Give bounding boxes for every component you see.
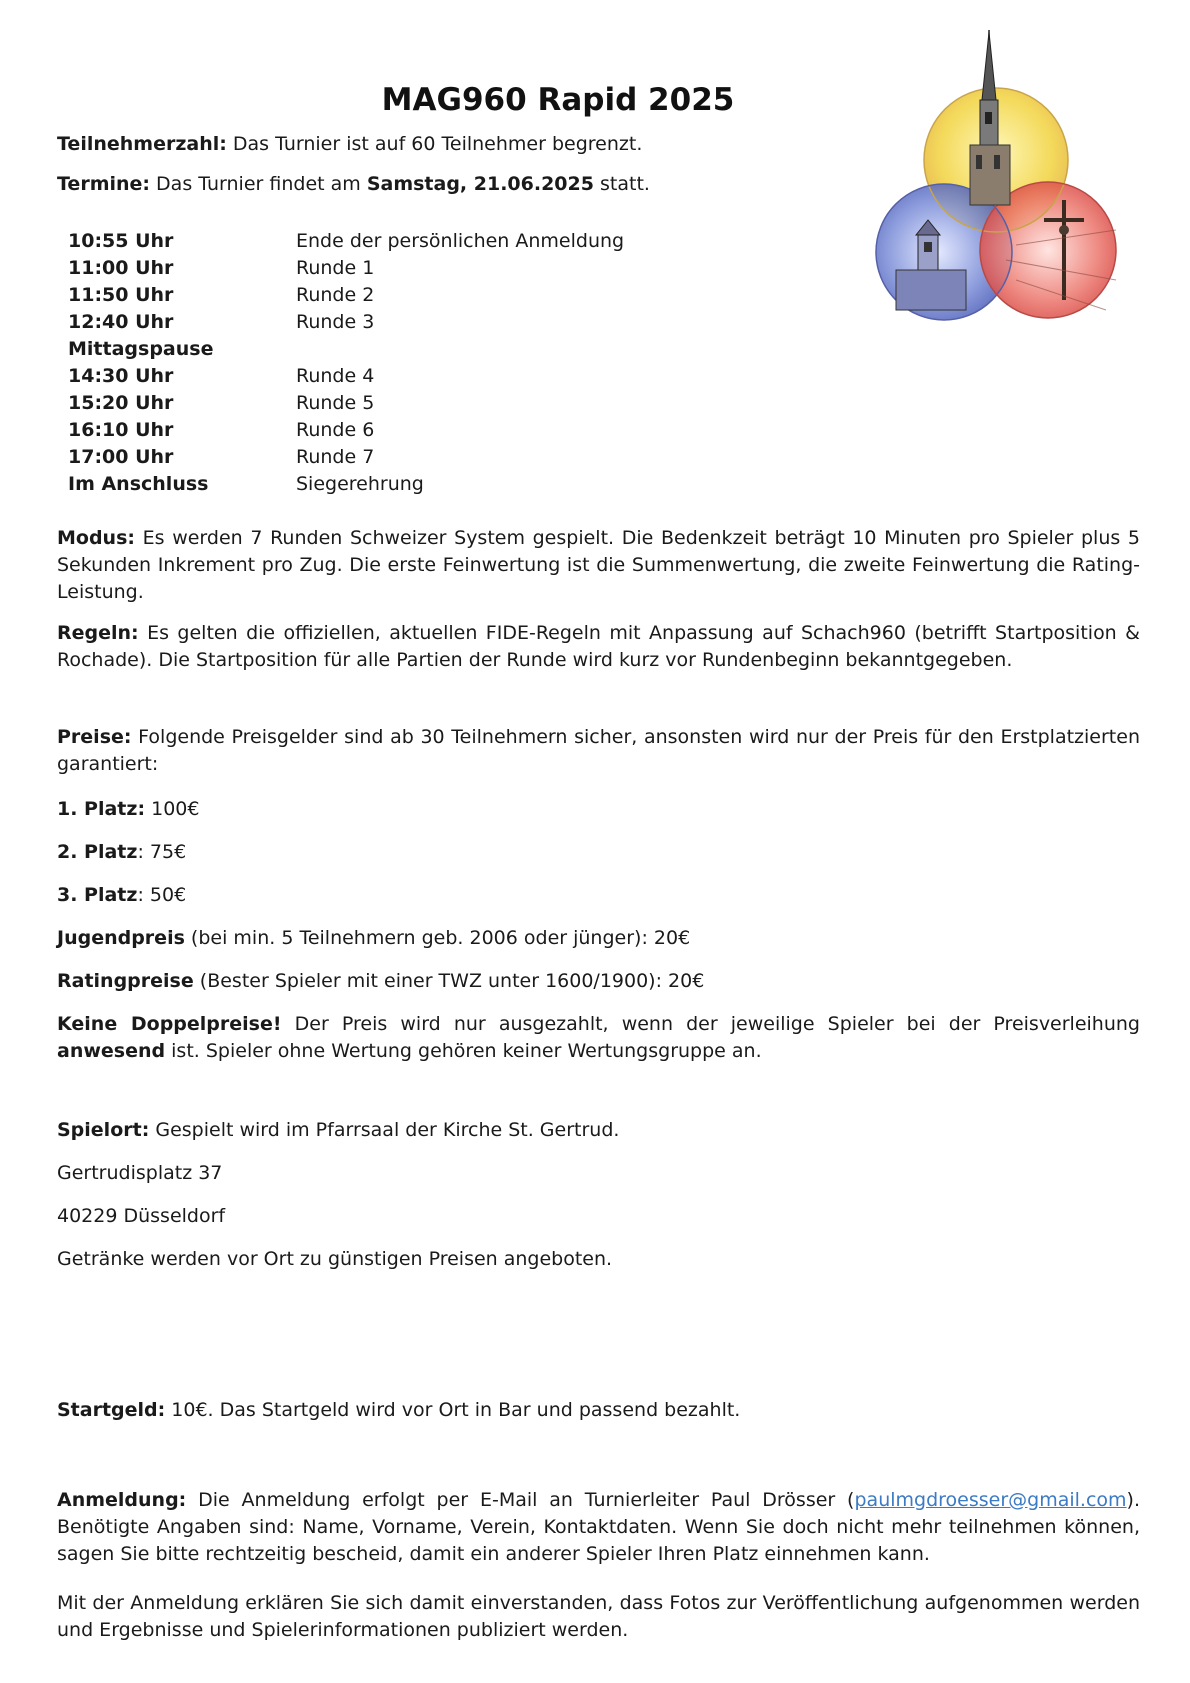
schedule-row xyxy=(68,471,624,498)
prize-rating-label: Ratingpreise xyxy=(57,970,194,992)
schedule-row xyxy=(68,228,624,255)
schedule-time: 15:20 Uhr xyxy=(68,392,174,414)
rules-paragraph xyxy=(57,620,1140,674)
no-double-bold: anwesend xyxy=(57,1040,166,1062)
schedule-event: Runde 1 xyxy=(296,257,375,279)
schedule-row xyxy=(68,282,624,309)
schedule-event: Runde 7 xyxy=(296,446,375,468)
mode-label: Modus: xyxy=(57,527,135,549)
participants-line xyxy=(57,131,642,158)
venue-label: Spielort: xyxy=(57,1119,150,1141)
registration-label: Anmeldung: xyxy=(57,1489,187,1511)
dates-text-after: statt. xyxy=(593,173,650,195)
prize-second-label: 2. Platz xyxy=(57,841,138,863)
schedule-event: Runde 5 xyxy=(296,392,375,414)
rules-text: Es gelten die offiziellen, aktuellen FIDE-Regeln mit Anpassung auf Schach960 (betrifft Startposition & Rochade). Die Startposition für alle Partien der Runde wird kurz vor Rundenbeginn bekanntgegeben. xyxy=(57,622,1140,671)
church-logo-icon xyxy=(866,30,1128,330)
event-date: Samstag, 21.06.2025 xyxy=(366,173,594,195)
registration-paragraph xyxy=(57,1487,1140,1568)
schedule-row xyxy=(68,390,624,417)
prize-second-value: : 75€ xyxy=(137,841,187,863)
participants-label: Teilnehmerzahl: xyxy=(57,133,227,155)
prize-first xyxy=(57,796,199,823)
prizes-label: Preise: xyxy=(57,726,132,748)
schedule-time: Mittagspause xyxy=(68,338,214,360)
schedule-time: 16:10 Uhr xyxy=(68,419,174,441)
prize-third-label: 3. Platz xyxy=(57,884,138,906)
consent-paragraph: Mit der Anmeldung erklären Sie sich damit einverstanden, dass Fotos zur Veröffentlichung aufgenommen werden und Ergebnisse und Spielerinformationen publiziert werden. xyxy=(57,1592,1140,1641)
venue-city: 40229 Düsseldorf xyxy=(57,1205,226,1227)
registration-text: Die Anmeldung erfolgt per E-Mail an Turnierleiter Paul Drösser ( xyxy=(186,1489,855,1511)
fee-line xyxy=(57,1397,740,1424)
prize-youth-value: (bei min. 5 Teilnehmern geb. 2006 oder jünger): 20€ xyxy=(184,927,691,949)
rules-label: Regeln: xyxy=(57,622,139,644)
schedule-event xyxy=(296,336,624,363)
schedule-row xyxy=(68,444,624,471)
prize-third xyxy=(57,882,186,909)
venue-text: Gespielt wird im Pfarrsaal der Kirche St. Gertrud. xyxy=(149,1119,620,1141)
venue-line xyxy=(57,1117,619,1144)
prizes-text: Folgende Preisgelder sind ab 30 Teilnehmern sicher, ansonsten wird nur der Preis für den Erstplatzierten garantiert: xyxy=(57,726,1140,775)
fee-label: Startgeld: xyxy=(57,1399,166,1421)
venue-street: Gertrudisplatz 37 xyxy=(57,1162,223,1184)
schedule-event: Runde 3 xyxy=(296,311,375,333)
prizes-paragraph xyxy=(57,724,1140,778)
schedule-event: Siegerehrung xyxy=(296,473,424,495)
dates-text: Das Turnier findet am xyxy=(150,173,367,195)
prize-youth-label: Jugendpreis xyxy=(57,927,185,949)
page-title: MAG960 Rapid 2025 xyxy=(381,82,735,118)
no-double-prizes xyxy=(57,1011,1140,1065)
prize-first-value: 100€ xyxy=(145,798,200,820)
dates-label: Termine: xyxy=(57,173,151,195)
prize-rating-value: (Bester Spieler mit einer TWZ unter 1600/1900): 20€ xyxy=(193,970,705,992)
schedule-time: 12:40 Uhr xyxy=(68,311,174,333)
schedule-time: 17:00 Uhr xyxy=(68,446,174,468)
email-link[interactable]: paulmgdroesser@gmail.com xyxy=(854,1489,1127,1511)
schedule-time: 10:55 Uhr xyxy=(68,230,174,252)
prize-third-value: : 50€ xyxy=(137,884,187,906)
schedule-time: 11:00 Uhr xyxy=(68,257,174,279)
schedule-event: Ende der persönlichen Anmeldung xyxy=(296,230,625,252)
mode-paragraph xyxy=(57,525,1140,606)
schedule-row xyxy=(68,363,624,390)
prize-youth xyxy=(57,925,690,952)
schedule-time: 11:50 Uhr xyxy=(68,284,174,306)
schedule-event: Runde 2 xyxy=(296,284,375,306)
prize-first-label: 1. Platz: xyxy=(57,798,146,820)
venue-drinks: Getränke werden vor Ort zu günstigen Preisen angeboten. xyxy=(57,1248,613,1270)
schedule-time: Im Anschluss xyxy=(68,473,209,495)
schedule-table xyxy=(68,228,624,498)
dates-line xyxy=(57,171,650,198)
schedule-row xyxy=(68,417,624,444)
mode-text: Es werden 7 Runden Schweizer System gespielt. Die Bedenkzeit beträgt 10 Minuten pro Spieler plus 5 Sekunden Inkrement pro Zug. Die erste Feinwertung ist die Summenwertung, die zweite Feinwertung die Rating-Leistung. xyxy=(57,527,1140,603)
schedule-row xyxy=(68,336,624,363)
participants-text: Das Turnier ist auf 60 Teilnehmer begrenzt. xyxy=(226,133,643,155)
prize-second xyxy=(57,839,186,866)
no-double-text: Der Preis wird nur ausgezahlt, wenn der jeweilige Spieler bei der Preisverleihung xyxy=(281,1013,1140,1035)
schedule-row xyxy=(68,309,624,336)
schedule-time: 14:30 Uhr xyxy=(68,365,174,387)
prize-rating xyxy=(57,968,704,995)
no-double-label: Keine Doppelpreise! xyxy=(57,1013,282,1035)
schedule-event: Runde 4 xyxy=(296,365,375,387)
schedule-event: Runde 6 xyxy=(296,419,375,441)
no-double-text-end: ist. Spieler ohne Wertung gehören keiner Wertungsgruppe an. xyxy=(165,1040,762,1062)
schedule-row xyxy=(68,255,624,282)
fee-text: 10€. Das Startgeld wird vor Ort in Bar und passend bezahlt. xyxy=(165,1399,741,1421)
registration-text-end: ). Benötigte Angaben sind: Name, Vorname, Verein, Kontaktdaten. Wenn Sie doch nicht mehr teilnehmen können, sagen Sie bitte rechtzeitig bescheid, damit ein anderer Spieler Ihren Platz einnehmen kann. xyxy=(57,1489,1140,1565)
